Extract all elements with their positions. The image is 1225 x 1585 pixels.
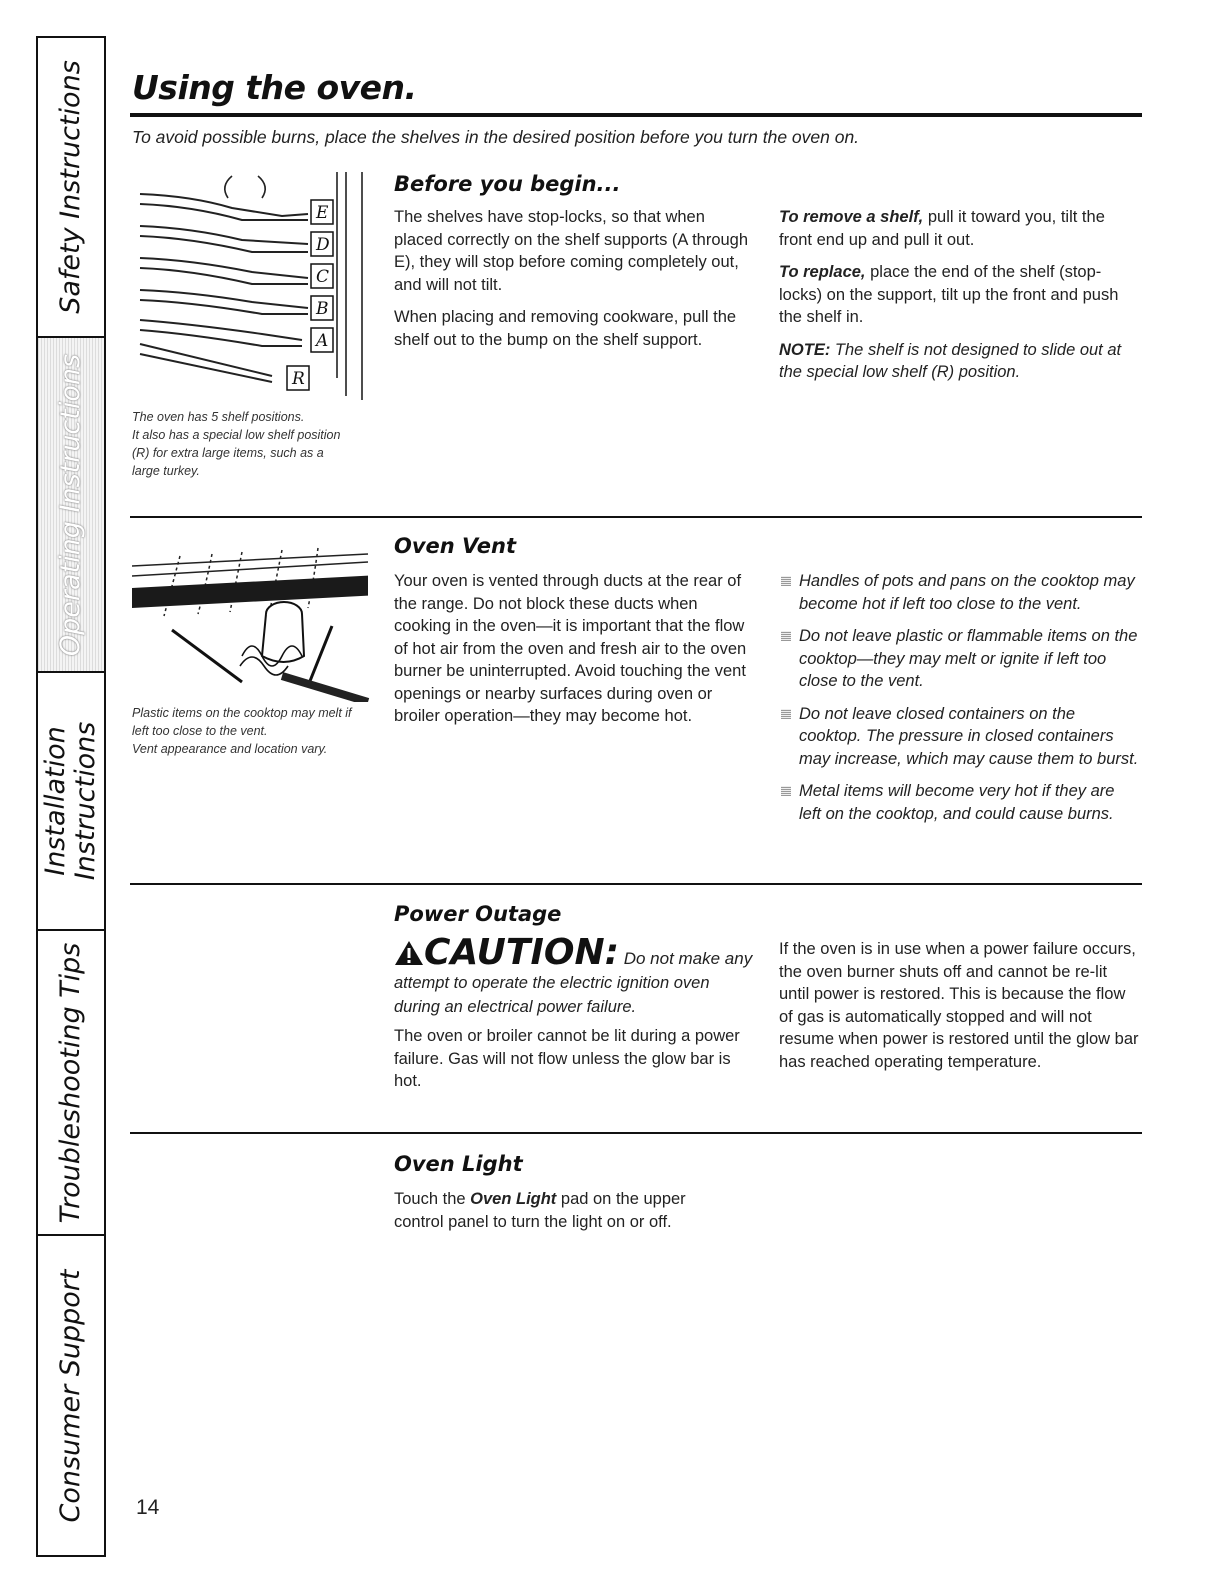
shelf-caption-line2: It also has a special low shelf position (R) for extra large items, such as a large turkey.	[132, 428, 341, 478]
caution-paragraph	[394, 932, 754, 1019]
vent-bullet	[779, 780, 1141, 825]
oven-vent-bullets	[779, 570, 1141, 835]
shelf-rack-lines	[140, 194, 308, 382]
replace-shelf-paragraph	[779, 261, 1141, 329]
outage-right-paragraph: If the oven is in use when a power failure occurs, the oven burner shuts off and cannot be re-lit until power is restored. This is because the flow of gas is automatically stopped and will not resume when power is restored until the glow bar has reached operating temperature.	[779, 940, 1139, 1071]
oven-light-heading: Oven Light	[394, 1152, 523, 1176]
warning-triangle-icon	[394, 940, 424, 966]
vent-duct	[132, 576, 368, 608]
tab-safety-instructions[interactable]	[38, 38, 104, 338]
section-divider	[130, 1132, 1142, 1134]
intro-text: To avoid possible burns, place the shelves in the desired position before you turn the oven on.	[132, 127, 860, 147]
before-you-begin-heading: Before you begin...	[394, 172, 621, 196]
remove-shelf-label: To remove a shelf,	[779, 208, 924, 226]
shelf-label-a: A	[316, 331, 329, 351]
tab-label: Operating Instructions	[55, 353, 86, 656]
vent-caption-line1: Plastic items on the cooktop may melt if left too close to the vent.	[132, 706, 352, 738]
shelf-caption	[132, 408, 352, 480]
oven-light-text-post: pad on the upper control panel to turn the light on or off.	[394, 1190, 686, 1231]
oven-light-outline	[225, 176, 232, 198]
page-number: 14	[136, 1496, 160, 1519]
shelf-label-b: B	[316, 299, 329, 319]
vent-bullet-text: Do not leave plastic or flammable items on the cooktop—they may melt or ignite if left too close to the vent.	[799, 627, 1138, 690]
shelf-positions-illustration	[132, 168, 372, 404]
before-paragraph-1: The shelves have stop-locks, so that when placed correctly on the shelf supports (A through E), they will stop before coming completely out, and will not tilt.	[394, 208, 749, 294]
outage-paragraph-2: The oven or broiler cannot be lit during a power failure. Gas will not flow unless the glow bar is hot.	[394, 1027, 740, 1090]
note-paragraph	[779, 339, 1141, 384]
vent-bullet	[779, 703, 1141, 771]
oven-vent-illustration	[132, 536, 372, 702]
vent-bullet	[779, 570, 1141, 615]
caution-label: CAUTION:	[424, 932, 619, 973]
shelf-label-r: R	[292, 369, 305, 389]
tab-label-line1: Installation	[40, 726, 71, 876]
bullet-icon	[781, 709, 791, 719]
replace-shelf-label: To replace,	[779, 263, 866, 281]
note-label: NOTE:	[779, 340, 831, 359]
tab-label	[41, 722, 101, 881]
remove-shelf-text: pull it toward you, tilt the front end up and pull it out.	[779, 208, 1105, 249]
bullet-icon	[781, 576, 791, 586]
caution-block	[394, 932, 754, 1103]
oven-light-pad-label: Oven Light	[470, 1190, 557, 1208]
vent-caption	[132, 704, 357, 758]
section-divider	[130, 516, 1142, 518]
oven-light-text-pre: Touch the	[394, 1190, 471, 1208]
tab-label: Troubleshooting Tips	[55, 942, 86, 1223]
shelf-caption-line1: The oven has 5 shelf positions.	[132, 410, 305, 424]
vent-bullet-text: Metal items will become very hot if they are left on the cooktop, and could cause burns.	[799, 782, 1115, 823]
note-text: The shelf is not designed to slide out at the special low shelf (R) position.	[779, 340, 1122, 381]
page-title: Using the oven.	[132, 68, 417, 107]
before-right-column	[779, 206, 1141, 394]
title-rule	[130, 113, 1142, 117]
vent-bullet	[779, 625, 1141, 693]
oven-light-body	[394, 1188, 714, 1233]
before-left-column	[394, 206, 754, 361]
shelf-label-e: E	[316, 203, 329, 223]
replace-shelf-text: place the end of the shelf (stop-locks) on the support, tilt up the front and push the shelf in.	[779, 263, 1119, 326]
tab-label: Safety Instructions	[55, 60, 86, 314]
shelf-label-c: C	[316, 267, 330, 287]
bullet-icon	[781, 631, 791, 641]
remove-shelf-paragraph	[779, 206, 1141, 251]
section-divider	[130, 883, 1142, 885]
caution-text: attempt to operate the electric ignition oven during an electrical power failure.	[394, 974, 710, 1016]
tab-installation-instructions[interactable]	[38, 673, 104, 931]
caution-lead-text: Do not make any	[618, 949, 753, 968]
tab-consumer-support[interactable]	[38, 1236, 104, 1555]
tab-troubleshooting-tips[interactable]	[38, 931, 104, 1236]
bullet-icon	[781, 786, 791, 796]
oven-vent-body: Your oven is vented through ducts at the rear of the range. Do not block these ducts when cooking in the oven—it is important that the flow of hot air from the oven and fresh air to the oven burner be uninterrupted. Avoid touching the vent openings or nearby surfaces during oven or broiler operation—they may become hot.	[394, 572, 747, 725]
sidebar-nav	[36, 36, 106, 1557]
shelf-label-d: D	[316, 235, 330, 255]
tab-operating-instructions[interactable]	[38, 338, 104, 673]
before-paragraph-2: When placing and removing cookware, pull the shelf out to the bump on the shelf support.	[394, 308, 737, 349]
power-outage-heading: Power Outage	[394, 902, 562, 926]
vent-bullet-text: Do not leave closed containers on the cooktop. The pressure in closed containers may increase, which may cause them to burst.	[799, 704, 1139, 768]
vent-bullet-text: Handles of pots and pans on the cooktop may become hot if left too close to the vent.	[799, 572, 1135, 613]
vent-caption-line2: Vent appearance and location vary.	[132, 742, 328, 756]
tab-label-line2: Instructions	[70, 721, 101, 881]
oven-vent-heading: Oven Vent	[394, 534, 517, 558]
tab-label: Consumer Support	[55, 1269, 86, 1522]
